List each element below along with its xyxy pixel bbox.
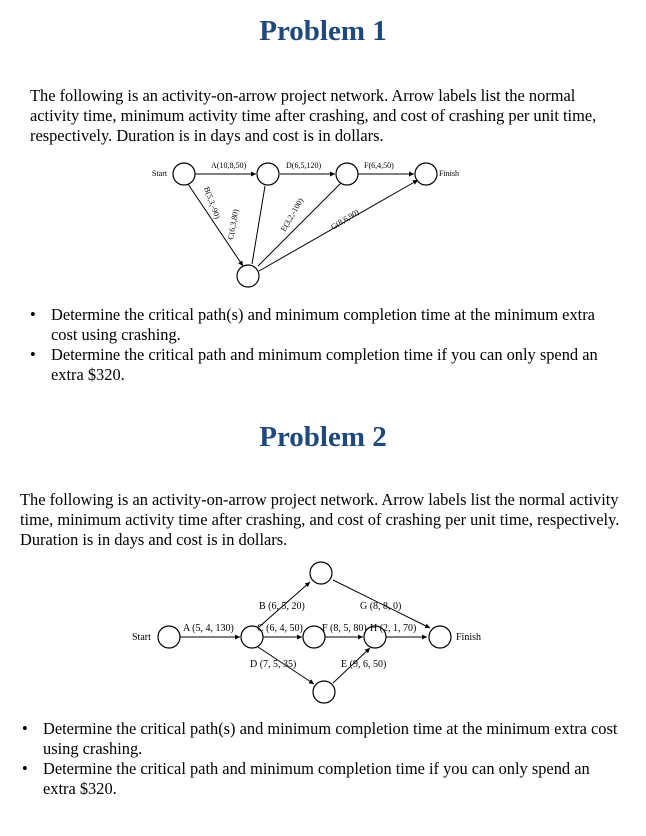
problem1-bullet-1-text: Determine the critical path(s) and minimum completion time at the minimum extra cost using crashing.	[51, 305, 595, 344]
p1-label-e: E(3,2,-100)	[278, 196, 306, 233]
p2-start-label: Start	[132, 632, 151, 643]
p2-label-h: H (2, 1, 70)	[370, 623, 417, 634]
bullet-dot-icon: •	[22, 759, 28, 778]
problem2-title: Problem 2	[259, 421, 387, 453]
problem2-bullet-2	[22, 759, 622, 799]
problem2-bullet-2-text: Determine the critical path and minimum completion time if you can only spend an extra $320.	[43, 759, 590, 798]
p2-node-bottom	[313, 681, 335, 703]
p2-node-start	[158, 626, 180, 648]
problem1-title: Problem 1	[259, 15, 387, 47]
problem2-description: The following is an activity-on-arrow project network. Arrow labels list the normal activity time, minimum activity time after crashing, and cost of crashing per unit time, respectively. Duration is in days and cost is in dollars.	[20, 490, 620, 549]
p2-label-c: C (6, 4, 50)	[257, 623, 303, 634]
p1-label-g: G(8,6,90)	[329, 207, 361, 232]
problem1-description: The following is an activity-on-arrow project network. Arrow labels list the normal activity time, minimum activity time after crashing, and cost of crashing per unit time, respectively. Duration is in days and cost is in dollars.	[30, 86, 597, 145]
p2-label-g: G (8, 8, 0)	[360, 601, 402, 612]
p1-label-a: A(10,8,50)	[211, 161, 247, 170]
p2-label-f: F (8, 5, 80)	[322, 623, 367, 634]
problem2-bullet-1-text: Determine the critical path(s) and minimum completion time at the minimum extra cost using crashing.	[43, 719, 618, 758]
p2-finish-label: Finish	[456, 632, 482, 643]
bullet-dot-icon: •	[22, 719, 28, 738]
p1-label-b: B(5,3,-90)	[202, 185, 222, 221]
problem1-bullet-2-text: Determine the critical path and minimum completion time if you can only spend an extra $320.	[51, 345, 598, 384]
p2-node-finish	[429, 626, 451, 648]
p1-label-d: D(6,5,120)	[286, 161, 322, 170]
p2-label-a: A (5, 4, 130)	[183, 623, 234, 634]
p2-label-b: B (6, 5, 20)	[259, 601, 305, 612]
problem2-bullet-list	[22, 719, 622, 799]
problem2-bullet-1	[22, 719, 622, 759]
p1-label-f: F(6,4,50)	[364, 161, 394, 170]
bullet-dot-icon: •	[30, 305, 36, 324]
p1-label-c: C(6,3,80)	[226, 208, 241, 241]
bullet-dot-icon: •	[30, 345, 36, 364]
p2-label-e: E (9, 6, 50)	[341, 659, 387, 670]
p1-start-label: Start	[152, 169, 168, 178]
p2-node-top	[310, 562, 332, 584]
p2-label-d: D (7, 5, 35)	[250, 659, 297, 670]
p1-finish-label: Finish	[439, 169, 460, 178]
